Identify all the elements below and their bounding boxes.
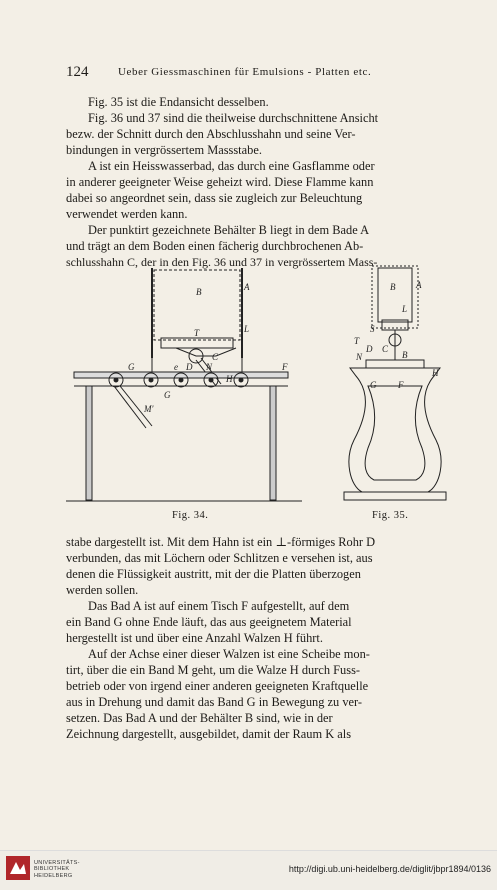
library-line: BIBLIOTHEK: [34, 866, 70, 873]
label-b: B: [196, 287, 202, 297]
text-line: setzen. Das Bad A und der Behälter B sind, wie in der: [66, 711, 333, 725]
text-line: verbunden, das mit Löchern oder Schlitzen e versehen ist, aus: [66, 551, 373, 565]
text-line: dabei so angeordnet sein, dass sie zugleich zur Beleuchtung: [66, 191, 363, 205]
source-url-link[interactable]: http://digi.ub.uni-heidelberg.de/diglit/jbpr1894/0136: [288, 864, 491, 874]
label-a-35: A: [416, 280, 422, 290]
label-e: e: [174, 362, 178, 372]
label-l: L: [244, 324, 250, 334]
text-line: bezw. der Schnitt durch den Abschlusshahn und seine Ver-: [66, 127, 356, 141]
label-h: H: [226, 374, 233, 384]
machine-illustration: [66, 260, 456, 525]
label-b-35: B: [390, 282, 396, 292]
text-line: aus in Drehung und damit das Band G in Bewegung zu ver-: [66, 695, 363, 709]
page-number: 124: [66, 64, 89, 80]
text-line: und trägt an dem Boden einen fächerig durchbrochenen Ab-: [66, 239, 364, 253]
label-l-35: L: [402, 304, 408, 314]
figure-area: [66, 260, 456, 525]
caption-fig34: Fig. 34.: [172, 510, 209, 521]
text-line: Das Bad A ist auf einem Tisch F aufgestellt, auf dem: [88, 599, 350, 613]
text-line: hergestellt ist und über eine Anzahl Walzen H führt.: [66, 631, 323, 645]
label-g2: G: [164, 390, 171, 400]
library-logo-icon: [6, 856, 30, 880]
library-line: UNIVERSITÄTS-: [34, 860, 80, 866]
text-line: denen die Flüssigkeit austritt, mit der die Platten überzogen: [66, 567, 361, 581]
label-b2-35: B: [402, 350, 408, 360]
running-title: Ueber Giessmaschinen für Emulsions - Platten etc.: [118, 66, 372, 78]
library-line: HEIDELBERG: [34, 872, 73, 879]
text-line: werden sollen.: [66, 583, 139, 597]
label-g-35: G: [370, 380, 377, 390]
text-line: Fig. 36 und 37 sind die theilweise durchschnittene Ansicht: [88, 111, 379, 125]
text-line: stabe dargestellt ist. Mit dem Hahn ist ein ⊥-förmiges Rohr D: [66, 535, 376, 549]
label-d-35: D: [366, 344, 373, 354]
text-line: bindungen in vergrössertem Massstabe.: [66, 143, 262, 157]
label-s-35: S: [370, 324, 375, 334]
label-m: M': [144, 404, 154, 414]
text-line: A ist ein Heisswasserbad, das durch eine Gasflamme oder: [88, 159, 375, 173]
caption-fig35: Fig. 35.: [372, 510, 409, 521]
label-a: A: [244, 282, 250, 292]
text-line: verwendet werden kann.: [66, 207, 188, 221]
label-n-35: N: [356, 352, 363, 362]
text-line: Fig. 35 ist die Endansicht desselben.: [88, 95, 269, 109]
text-line: Der punktirt gezeichnete Behälter B liegt in dem Bade A: [88, 223, 370, 237]
text-line: betrieb oder von irgend einer anderen geeigneten Kraftquelle: [66, 679, 369, 693]
label-c-35: C: [382, 344, 389, 354]
label-f-35: F: [398, 380, 404, 390]
label-c: C: [212, 352, 219, 362]
label-h-35: H: [432, 368, 439, 378]
label-d: D: [186, 362, 193, 372]
text-line: Zeichnung dargestellt, ausgebildet, damit der Raum K als: [66, 727, 352, 741]
text-line: schlusshahn C, der in den Fig. 36 und 37 in vergrössertem Mass-: [66, 255, 378, 269]
label-g: G: [128, 362, 135, 372]
text-line: tirt, über die ein Band M geht, um die Walze H durch Fuss-: [66, 663, 361, 677]
label-t-35: T: [354, 336, 360, 346]
text-line: in anderer geeigneter Weise geheizt wird. Diese Flamme kann: [66, 175, 374, 189]
library-name: [34, 860, 80, 879]
label-n: N: [206, 362, 213, 372]
text-line: Auf der Achse einer dieser Walzen ist eine Scheibe mon-: [88, 647, 370, 661]
text-line: ein Band G ohne Ende läuft, das aus geeignetem Material: [66, 615, 352, 629]
label-f: F: [282, 362, 288, 372]
page-header: [66, 64, 456, 80]
label-t: T: [194, 328, 200, 338]
